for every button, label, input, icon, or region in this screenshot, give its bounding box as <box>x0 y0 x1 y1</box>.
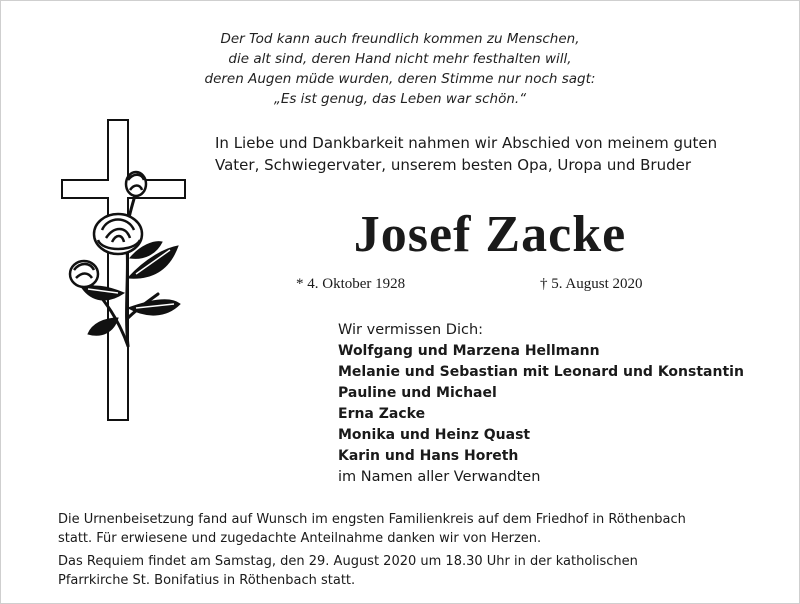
poem-line: „Es ist genug, das Leben war schön.“ <box>273 91 527 107</box>
mourners-list <box>338 320 744 488</box>
poem-line: die alt sind, deren Hand nicht mehr festhalten will, <box>228 51 572 67</box>
birth-date: * 4. Oktober 1928 <box>296 276 406 292</box>
burial-line: Die Urnenbeisetzung fand auf Wunsch im engsten Familienkreis auf dem Friedhof in Röthenbach <box>58 512 686 527</box>
poem-line: deren Augen müde wurden, deren Stimme nur noch sagt: <box>204 71 596 87</box>
death-date: † 5. August 2020 <box>540 276 643 292</box>
mourner-family: Pauline und Michael <box>338 385 497 401</box>
mourner-family: Karin und Hans Horeth <box>338 448 519 464</box>
poem-line: Der Tod kann auch freundlich kommen zu Menschen, <box>220 31 580 47</box>
deceased-name: Josef Zacke <box>353 206 627 263</box>
mourner-family: Erna Zacke <box>338 406 426 422</box>
funeral-notice <box>58 510 778 590</box>
mourners-footer: im Namen aller Verwandten <box>338 469 541 485</box>
intro-line: Vater, Schwiegervater, unserem besten Opa, Uropa und Bruder <box>215 156 692 174</box>
memorial-poem <box>120 29 680 109</box>
mourner-family: Monika und Heinz Quast <box>338 427 531 443</box>
intro-line: In Liebe und Dankbarkeit nahmen wir Abschied von meinem guten <box>215 134 718 152</box>
requiem-line: Das Requiem findet am Samstag, den 29. August 2020 um 18.30 Uhr in der katholischen <box>58 554 638 569</box>
mourner-family: Wolfgang und Marzena Hellmann <box>338 343 600 359</box>
requiem-line: Pfarrkirche St. Bonifatius in Röthenbach statt. <box>58 573 356 588</box>
cross-with-roses-icon <box>58 118 188 428</box>
mourners-heading: Wir vermissen Dich: <box>338 322 484 338</box>
mourner-family: Melanie und Sebastian mit Leonard und Konstantin <box>338 364 744 380</box>
burial-line: statt. Für erwiesene und zugedachte Anteilnahme danken wir von Herzen. <box>58 531 542 546</box>
intro-text <box>215 132 775 176</box>
